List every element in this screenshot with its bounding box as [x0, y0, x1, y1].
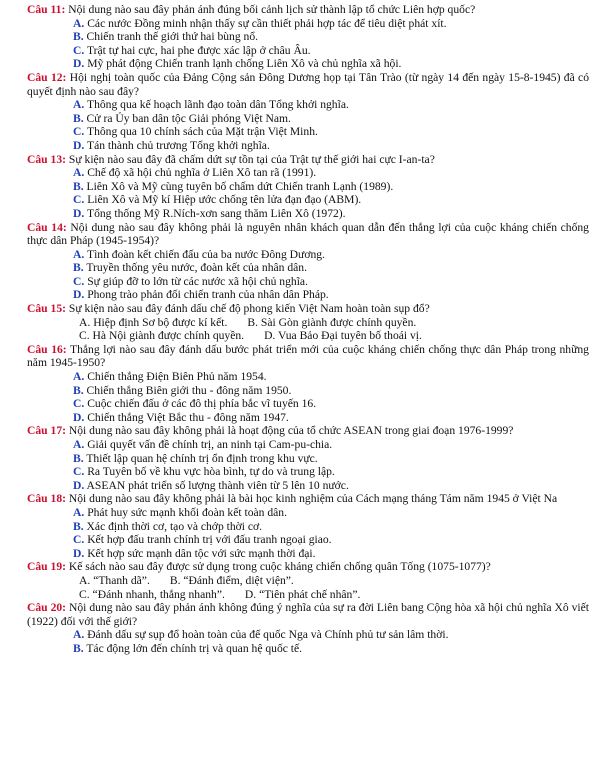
option-text: Tổng thống Mỹ R.Ních-xơn sang thăm Liên Xô (1972). [86, 206, 346, 220]
answer-option-row [27, 588, 589, 602]
question-block [27, 424, 589, 492]
option-text: ASEAN phát triển số lượng thành viên từ 5 lên 10 nước. [86, 478, 349, 492]
question-text: Nội dung nào sau đây phản ánh đúng bối cảnh lịch sử thành lập tổ chức Liên hợp quốc? [68, 3, 476, 16]
answer-option [27, 248, 589, 262]
question-number: Câu 15: [27, 302, 66, 316]
option-letter: A. [73, 247, 85, 261]
answer-option [27, 180, 589, 194]
option-text: Cử ra Ủy ban dân tộc Giải phóng Việt Nam. [86, 111, 291, 125]
option-letter: B. [169, 573, 181, 587]
option-text: Thiết lập quan hệ chính trị ổn định trong khu vực. [86, 451, 318, 465]
option-text: Chế độ xã hội chủ nghĩa ở Liên Xô tan rã (1991). [87, 166, 317, 180]
option-text: Tán thành chủ trương Tổng khởi nghĩa. [86, 138, 270, 152]
answer-option [27, 628, 589, 642]
question-text: Sự kiện nào sau đây đánh dấu chế độ phong kiến Việt Nam hoàn toàn sụp đổ? [68, 302, 430, 316]
option-letter: C. [79, 587, 90, 601]
option-letter: A. [73, 98, 85, 112]
question-text: Kế sách nào sau đây được sử dụng trong cuộc kháng chiến chống quân Tống (1075-1077)? [68, 560, 491, 574]
option-text: Cuộc chiến đấu ở các đô thị phía bắc vĩ tuyến 16. [87, 397, 317, 411]
option-text: Kết hợp sức mạnh dân tộc với sức mạnh thời đại. [87, 546, 316, 560]
option-text: Thông qua kế hoạch lãnh đạo toàn dân Tổng khởi nghĩa. [86, 98, 349, 112]
question-number: Câu 18: [27, 492, 66, 506]
option-text: Truyền thống yêu nước, đoàn kết của nhân dân. [86, 261, 307, 275]
option-text: Các nước Đồng minh nhận thấy sự cần thiết phải hợp tác để tiêu diệt phát xít. [87, 16, 447, 30]
option-text: Ra Tuyên bố về khu vực hòa bình, tự do và trung lập. [87, 465, 335, 479]
option-text: Phát huy sức mạnh khối đoàn kết toàn dân. [87, 505, 287, 519]
option-letter: C. [79, 329, 90, 343]
answer-option [79, 588, 225, 602]
option-text: Chiến thắng Điện Biên Phủ năm 1954. [87, 370, 267, 384]
question-stem [27, 424, 589, 438]
answer-option [247, 316, 416, 330]
option-text: Hà Nội giành được chính quyền. [92, 329, 245, 343]
answer-option [27, 397, 589, 411]
option-text: “Tiên phát chế nhân”. [259, 587, 361, 601]
option-letter: D. [73, 288, 85, 302]
answer-option [27, 370, 589, 384]
question-block [27, 153, 589, 221]
answer-option [27, 139, 589, 153]
answer-option [27, 98, 589, 112]
option-letter: C. [73, 193, 85, 207]
option-letter: D. [244, 587, 257, 601]
option-text: Thông qua 10 chính sách của Mặt trận Việt Minh. [86, 125, 318, 139]
option-text: Tình đoàn kết chiến đấu của ba nước Đông Dương. [86, 247, 325, 261]
question-stem [27, 302, 589, 316]
answer-option [27, 384, 589, 398]
option-text: Chiến thắng Biên giới thu - đông năm 1950. [86, 383, 292, 397]
question-text: Thắng lợi nào sau đây đánh dấu bước phát triển mới của cuộc kháng chiến chống thực dân Pháp trong những năm 1945-1950? [27, 342, 589, 370]
option-letter: D. [73, 206, 85, 220]
option-text: “Thanh dã”. [93, 573, 150, 587]
question-number: Câu 12: [27, 70, 67, 84]
option-letter: B. [73, 519, 84, 533]
answer-option [27, 533, 589, 547]
answer-option [27, 193, 589, 207]
option-letter: C. [73, 43, 85, 57]
option-letter: C. [73, 465, 85, 479]
question-text: Hội nghị toàn quốc của Đảng Cộng sản Đông Dương họp tại Tân Trào (từ ngày 14 đến ngày 15-8-1945) đã có quyết định nào sau đây? [27, 70, 589, 98]
answer-option [27, 642, 589, 656]
question-number: Câu 14: [27, 220, 67, 234]
option-text: Phong trào phản đối chiến tranh của nhân dân Pháp. [87, 288, 329, 302]
option-letter: C. [73, 397, 85, 411]
option-letter: A. [73, 438, 85, 451]
option-letter: A. [73, 628, 85, 642]
question-stem [27, 71, 589, 98]
answer-option [27, 57, 589, 71]
option-text: Chiến thắng Việt Bắc thu - đông năm 1947. [87, 410, 289, 424]
option-letter: B. [73, 111, 84, 125]
option-text: Sự giúp đỡ to lớn từ các nước xã hội chủ nghĩa. [87, 274, 308, 288]
answer-option [170, 574, 294, 588]
option-letter: A. [73, 505, 85, 519]
question-stem [27, 343, 589, 370]
option-letter: D. [73, 410, 85, 424]
question-block [27, 601, 589, 655]
question-stem [27, 3, 589, 17]
answer-option [79, 329, 244, 343]
option-letter: A. [79, 315, 91, 329]
option-text: Sài Gòn giành được chính quyền. [260, 315, 417, 329]
option-letter: D. [73, 546, 85, 560]
option-text: “Đánh nhanh, thắng nhanh”. [92, 587, 225, 601]
question-block [27, 3, 589, 71]
answer-option [79, 574, 150, 588]
option-letter: B. [73, 179, 84, 193]
answer-option [264, 329, 422, 343]
answer-option [27, 30, 589, 44]
option-text: Liên Xô và Mỹ kí Hiệp ước chống tên lửa đạn đạo (ABM). [87, 193, 362, 207]
answer-option [27, 438, 589, 452]
option-letter: B. [73, 641, 84, 655]
question-text: Nội dung nào sau đây phản ánh không đúng ý nghĩa của sự ra đời Liên bang Cộng hòa xã hội chủ nghĩa Xô viết (1922) đối với thế giới? [27, 601, 589, 628]
option-letter: D. [73, 138, 85, 152]
option-letter: B. [73, 30, 84, 44]
question-text: Nội dung nào sau đây không phải là bài học kinh nghiệm của Cách mạng tháng Tám năm 1945 ở Việt Na [68, 492, 558, 506]
question-block [27, 343, 589, 425]
answer-option [27, 125, 589, 139]
question-stem [27, 601, 589, 628]
answer-option [27, 275, 589, 289]
answer-option [27, 207, 589, 221]
question-number: Câu 17: [27, 424, 66, 438]
option-letter: D. [73, 57, 85, 71]
question-text: Sự kiện nào sau đây đã chấm dứt sự tồn tại của Trật tự thế giới hai cực I-an-ta? [68, 152, 435, 166]
question-block [27, 302, 589, 343]
question-stem [27, 492, 589, 506]
answer-option [27, 547, 589, 561]
option-letter: A. [73, 370, 85, 384]
question-stem [27, 560, 589, 574]
answer-option [245, 588, 361, 602]
answer-option-row [27, 574, 589, 588]
option-letter: C. [73, 125, 85, 139]
question-stem [27, 153, 589, 167]
question-text: Nội dung nào sau đây không phải là hoạt động của tổ chức ASEAN trong giai đoạn 1976-1999? [68, 424, 514, 438]
question-number: Câu 19: [27, 560, 66, 574]
answer-option [27, 465, 589, 479]
option-letter: C. [73, 533, 85, 547]
option-letter: B. [73, 261, 84, 275]
option-text: Liên Xô và Mỹ cùng tuyên bố chấm dứt Chiến tranh Lạnh (1989). [86, 179, 394, 193]
answer-option-row [27, 329, 589, 343]
option-text: Trật tự hai cực, hai phe được xác lập ở châu Âu. [86, 43, 311, 57]
question-number: Câu 20: [27, 601, 67, 615]
answer-option [27, 166, 589, 180]
question-block [27, 71, 589, 153]
option-letter: A. [73, 16, 85, 30]
option-text: Xác định thời cơ, tạo và chớp thời cơ. [86, 519, 263, 533]
answer-option [27, 112, 589, 126]
option-text: Mỹ phát động Chiến tranh lạnh chống Liên Xô và chủ nghĩa xã hội. [87, 57, 402, 71]
option-text: Đánh dấu sự sụp đổ hoàn toàn của đế quốc Nga và Chính phủ tư sản lâm thời. [87, 628, 449, 642]
question-number: Câu 11: [27, 3, 66, 16]
answer-option [27, 288, 589, 302]
option-letter: A. [73, 166, 85, 180]
option-text: Tác động lớn đến chính trị và quan hệ quốc tế. [86, 641, 303, 655]
answer-option-row [27, 316, 589, 330]
question-block [27, 221, 589, 303]
question-number: Câu 13: [27, 152, 66, 166]
answer-option [27, 44, 589, 58]
option-letter: B. [247, 315, 258, 329]
option-text: Kết hợp đấu tranh chính trị với đấu tranh ngoại giao. [87, 533, 332, 547]
option-letter: D. [264, 329, 276, 343]
option-letter: D. [73, 478, 85, 492]
answer-option [79, 316, 227, 330]
answer-option [27, 506, 589, 520]
answer-option [27, 261, 589, 275]
option-letter: C. [73, 274, 85, 288]
answer-option [27, 411, 589, 425]
option-letter: B. [73, 383, 84, 397]
option-letter: B. [73, 451, 84, 465]
answer-option [27, 520, 589, 534]
question-number: Câu 16: [27, 342, 67, 356]
answer-option [27, 452, 589, 466]
option-text: Chiến tranh thế giới thứ hai bùng nổ. [86, 30, 259, 44]
answer-option [27, 479, 589, 493]
question-text: Nội dung nào sau đây không phải là nguyên nhân khách quan dẫn đến thắng lợi của cuộc kháng chiến chống thực dân Pháp (1945-1954)? [27, 220, 589, 248]
question-stem [27, 221, 589, 248]
option-text: Giải quyết vấn đề chính trị, an ninh tại Cam-pu-chia. [87, 438, 333, 451]
option-text: Vua Bảo Đại tuyên bố thoái vị. [278, 329, 422, 343]
option-text: Hiệp định Sơ bộ được kí kết. [93, 315, 228, 329]
question-block [27, 560, 589, 601]
answer-option [27, 17, 589, 31]
option-text: “Đánh điểm, diệt viện”. [183, 573, 294, 587]
question-block [27, 492, 589, 560]
option-letter: A. [79, 573, 91, 587]
